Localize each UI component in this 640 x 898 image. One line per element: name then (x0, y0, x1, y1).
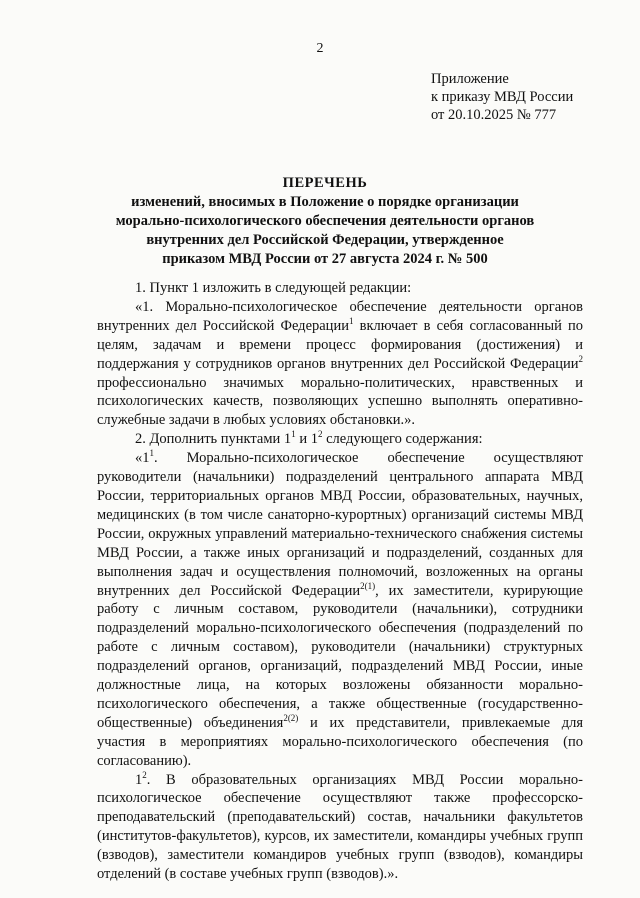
appendix-block (431, 70, 573, 124)
page-number: 2 (316, 41, 324, 56)
paragraph: 1. Пункт 1 изложить в следующей редакции: (135, 280, 412, 296)
footnote-ref: 2(2) (283, 712, 299, 723)
footnote-ref: 2(1) (360, 580, 376, 591)
appendix-line: к приказу МВД России (431, 89, 574, 105)
footnote-ref: 2 (317, 429, 323, 440)
footnote-ref: 2 (578, 353, 583, 364)
footnote-ref: 1 (291, 429, 296, 440)
paragraph: $1^2$. В образовательных организациях МВД России морально-психологическое обеспечение осуществляют также профессорско-преподавательский (преподавательский) состав, начальники факультетов (институтов-факультетов), курсов, их заместители, командиры учебных групп (взводов), заместители командиров учебных групп (взводов), командиры отделений (в составе учебных групп (взводов).». (97, 769, 583, 883)
title-line: приказом МВД России от 27 августа 2024 г. № 500 (162, 251, 488, 267)
title-heading: ПЕРЕЧЕНЬ (282, 175, 368, 191)
footnote-ref: 2 (142, 769, 147, 780)
paragraph: «1. Морально-психологическое обеспечение деятельности органов внутренних дел Российской Федерации$^1$ включает в себя согласованный по целям, задачам и времени процесс формирования (достижения) и поддержания у сотрудников органов внутренних дел Российской Федерации$^2$ профессионально значимых морально-политических, нравственных и психологических качеств, позволяющих успешно выполнять оперативно-служебные задачи в любых условиях обстановки.». (97, 298, 583, 429)
document-body (97, 279, 583, 884)
appendix-line: Приложение (431, 71, 509, 87)
footnote-ref: 1 (149, 448, 154, 459)
paragraph: «$1^1$. Морально-психологическое обеспечение осуществляют руководители (начальники) подразделений центрального аппарата МВД России, территориальных органов МВД России, образовательных, научных, медицинских (в том числе санаторно-курортных) организаций системы МВД России, окружных управлений материально-технического снабжения системы МВД России, а также иных организаций и подразделений, созданных для выполнения задач и осуществления полномочий, возложенных на органы внутренних дел Российской Федерации$^{2(1)}$, их заместители, курирующие работу с личным составом, руководители (начальники), сотрудники подразделений морально-психологического обеспечения (подразделений по работе с личным составом), руководители (начальники) структурных подразделений органов, организаций, подразделений МВД России, иные должностные лица, на которых возложены обязанности морально-психологического обеспечения, а также общественные (государственно-общественные) объединения$^{2(2)}$ и их представители, привлекаемые для участия в мероприятиях морально-психологического обеспечения (по согласованию). (97, 448, 583, 769)
title-line: внутренних дел Российской Федерации, утвержденное (146, 232, 504, 248)
title-line: изменений, вносимых в Положение о порядке организации (131, 194, 519, 210)
title-line: морально-психологического обеспечения деятельности органов (115, 213, 535, 229)
document-title (95, 174, 555, 269)
footnote-ref: 1 (348, 315, 354, 326)
paragraph: 2. Дополнить пунктами $1^1$ и $1^2$ следующего содержания: (135, 429, 483, 448)
appendix-line: от 20.10.2025 № 777 (431, 107, 557, 123)
